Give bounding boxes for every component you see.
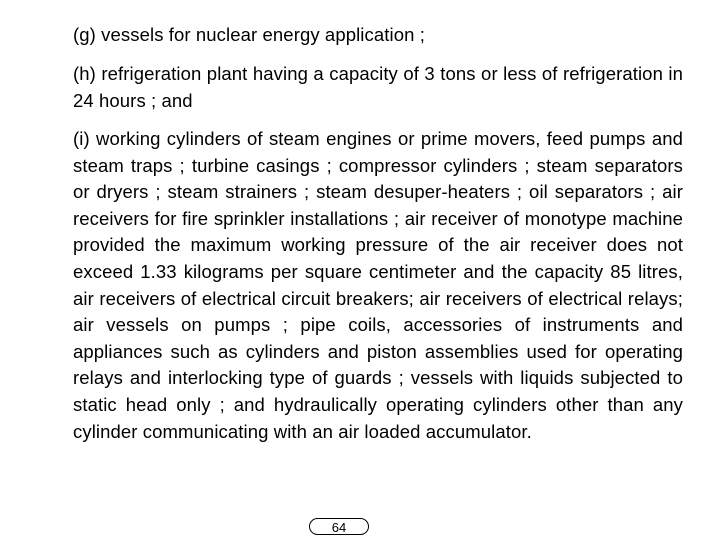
paragraph-g: (g) vessels for nuclear energy application ; bbox=[73, 24, 425, 45]
paragraph-i: (i) working cylinders of steam engines or prime movers, feed pumps and steam traps ; turbine casings ; compressor cylinders ; steam separators or dryers ; steam strainers ; steam desuper-heaters ; oil separators ; air receivers for fire sprinkler installations ; air receiver of monotype machine provided the maximum working pressure of the air receiver does not exceed 1.33 kilograms per square centimeter and the capacity 85 litres, air receivers of electrical circuit breakers; air receivers of electrical relays; air vessels on pumps ; pipe coils, accessories of instruments and appliances such as cylinders and piston assemblies used for operating relays and interlocking type of guards ; vessels with liquids subjected to static head only ; and hydraulically operating cylinders other than any cylinder communicating with an air loaded accumulator. bbox=[73, 128, 683, 442]
page-number: 64 bbox=[309, 518, 369, 535]
paragraph-h: (h) refrigeration plant having a capacity of 3 tons or less of refrigeration in 24 hours ; and bbox=[73, 63, 683, 111]
